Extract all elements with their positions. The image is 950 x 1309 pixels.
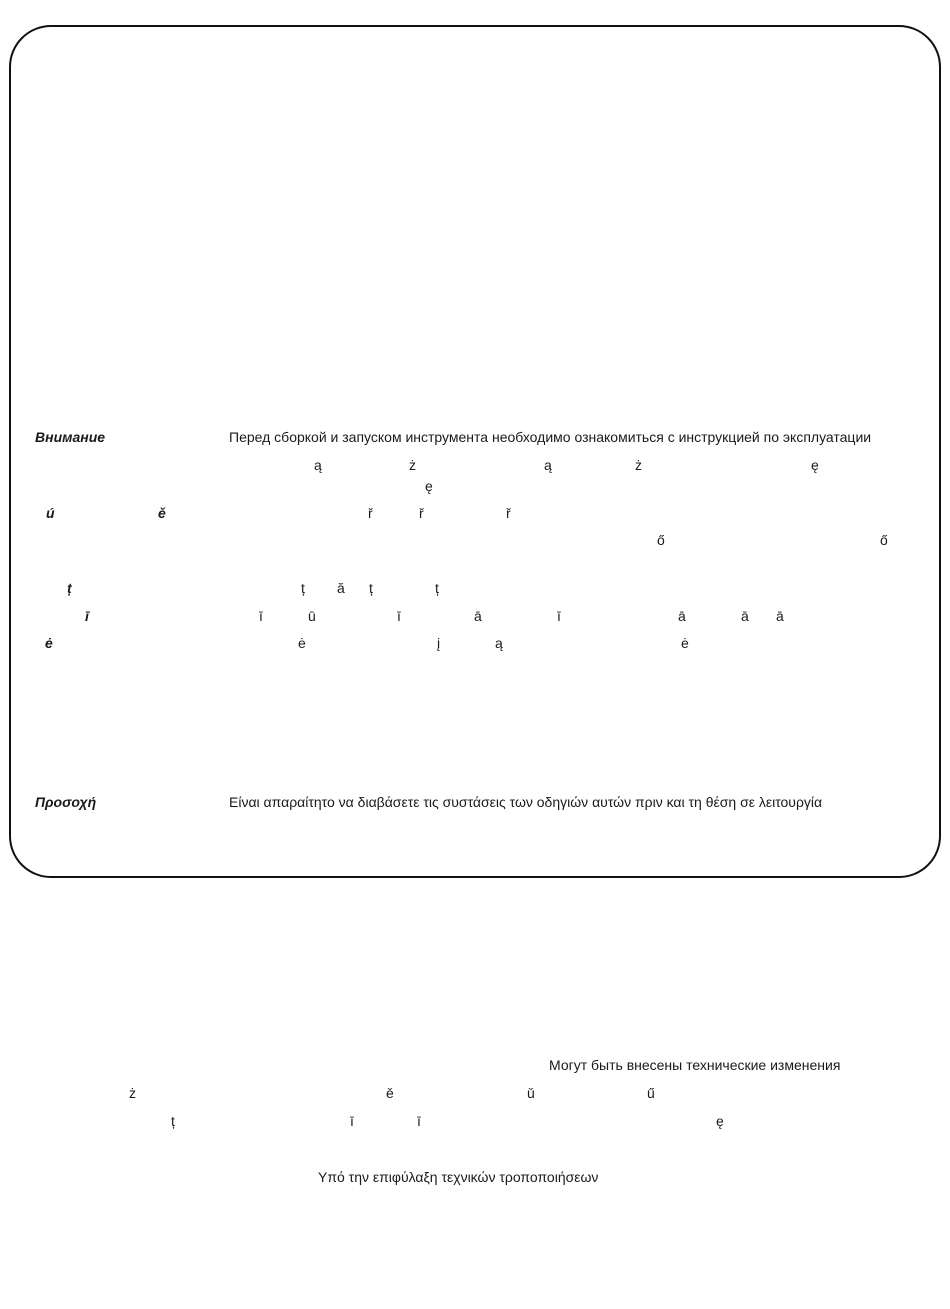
fragment-label-char: ī — [85, 608, 89, 624]
fragment-char: ė — [298, 635, 306, 651]
fragment-char: ț — [301, 580, 305, 596]
fragment-char: ǔ — [527, 1085, 535, 1101]
fragment-char: ż — [409, 457, 416, 473]
fragment-char: ř — [368, 505, 373, 521]
fragment-char: ț — [369, 580, 373, 596]
fragment-label-char: ě — [158, 505, 166, 521]
warning-label-greek: Προσοχή — [35, 794, 97, 810]
technical-changes-notice-greek: Υπό την επιφύλαξη τεχνικών τροποποιήσεων — [318, 1169, 599, 1185]
fragment-char: ő — [880, 532, 888, 548]
fragment-char: ė — [681, 635, 689, 651]
fragment-char: ū — [308, 608, 316, 624]
fragment-char: ī — [350, 1113, 354, 1129]
fragment-char: ț — [435, 580, 439, 596]
fragment-char: ą — [544, 457, 552, 473]
fragment-char: ą — [495, 635, 503, 651]
fragment-char: ě — [386, 1085, 394, 1101]
fragment-char: ű — [647, 1085, 655, 1101]
fragment-char: ż — [635, 457, 642, 473]
fragment-char: ż — [129, 1085, 136, 1101]
fragment-char: ț — [171, 1113, 175, 1129]
fragment-char: ā — [776, 608, 784, 624]
fragment-char: ę — [811, 457, 819, 473]
fragment-char: ī — [417, 1113, 421, 1129]
fragment-char: ā — [741, 608, 749, 624]
fragment-char: ă — [337, 580, 345, 596]
fragment-char: ř — [419, 505, 424, 521]
warnings-frame — [9, 25, 941, 878]
fragment-char: ę — [716, 1113, 724, 1129]
fragment-char: ő — [657, 532, 665, 548]
warning-text-greek: Είναι απαραίτητο να διαβάσετε τις συστάσεις των οδηγιών αυτών πριν και τη θέση σε λειτουργία — [229, 794, 823, 810]
fragment-label-char: ė — [45, 635, 53, 651]
warning-text-russian: Перед сборкой и запуском инструмента необходимо ознакомиться с инструкцией по эксплуатации — [229, 429, 872, 445]
fragment-char: ę — [425, 478, 433, 494]
fragment-char: ī — [397, 608, 401, 624]
fragment-char: ī — [259, 608, 263, 624]
technical-changes-notice-russian: Могут быть внесены технические изменения — [549, 1057, 841, 1073]
fragment-char: ą — [314, 457, 322, 473]
warning-label-russian: Внимание — [35, 429, 106, 445]
fragment-char: ī — [557, 608, 561, 624]
fragment-label-char: ú — [46, 505, 55, 521]
fragment-char: ā — [474, 608, 482, 624]
fragment-char: ā — [678, 608, 686, 624]
fragment-char: į — [437, 635, 441, 651]
fragment-label-char: ț — [67, 580, 72, 596]
fragment-char: ř — [506, 505, 511, 521]
